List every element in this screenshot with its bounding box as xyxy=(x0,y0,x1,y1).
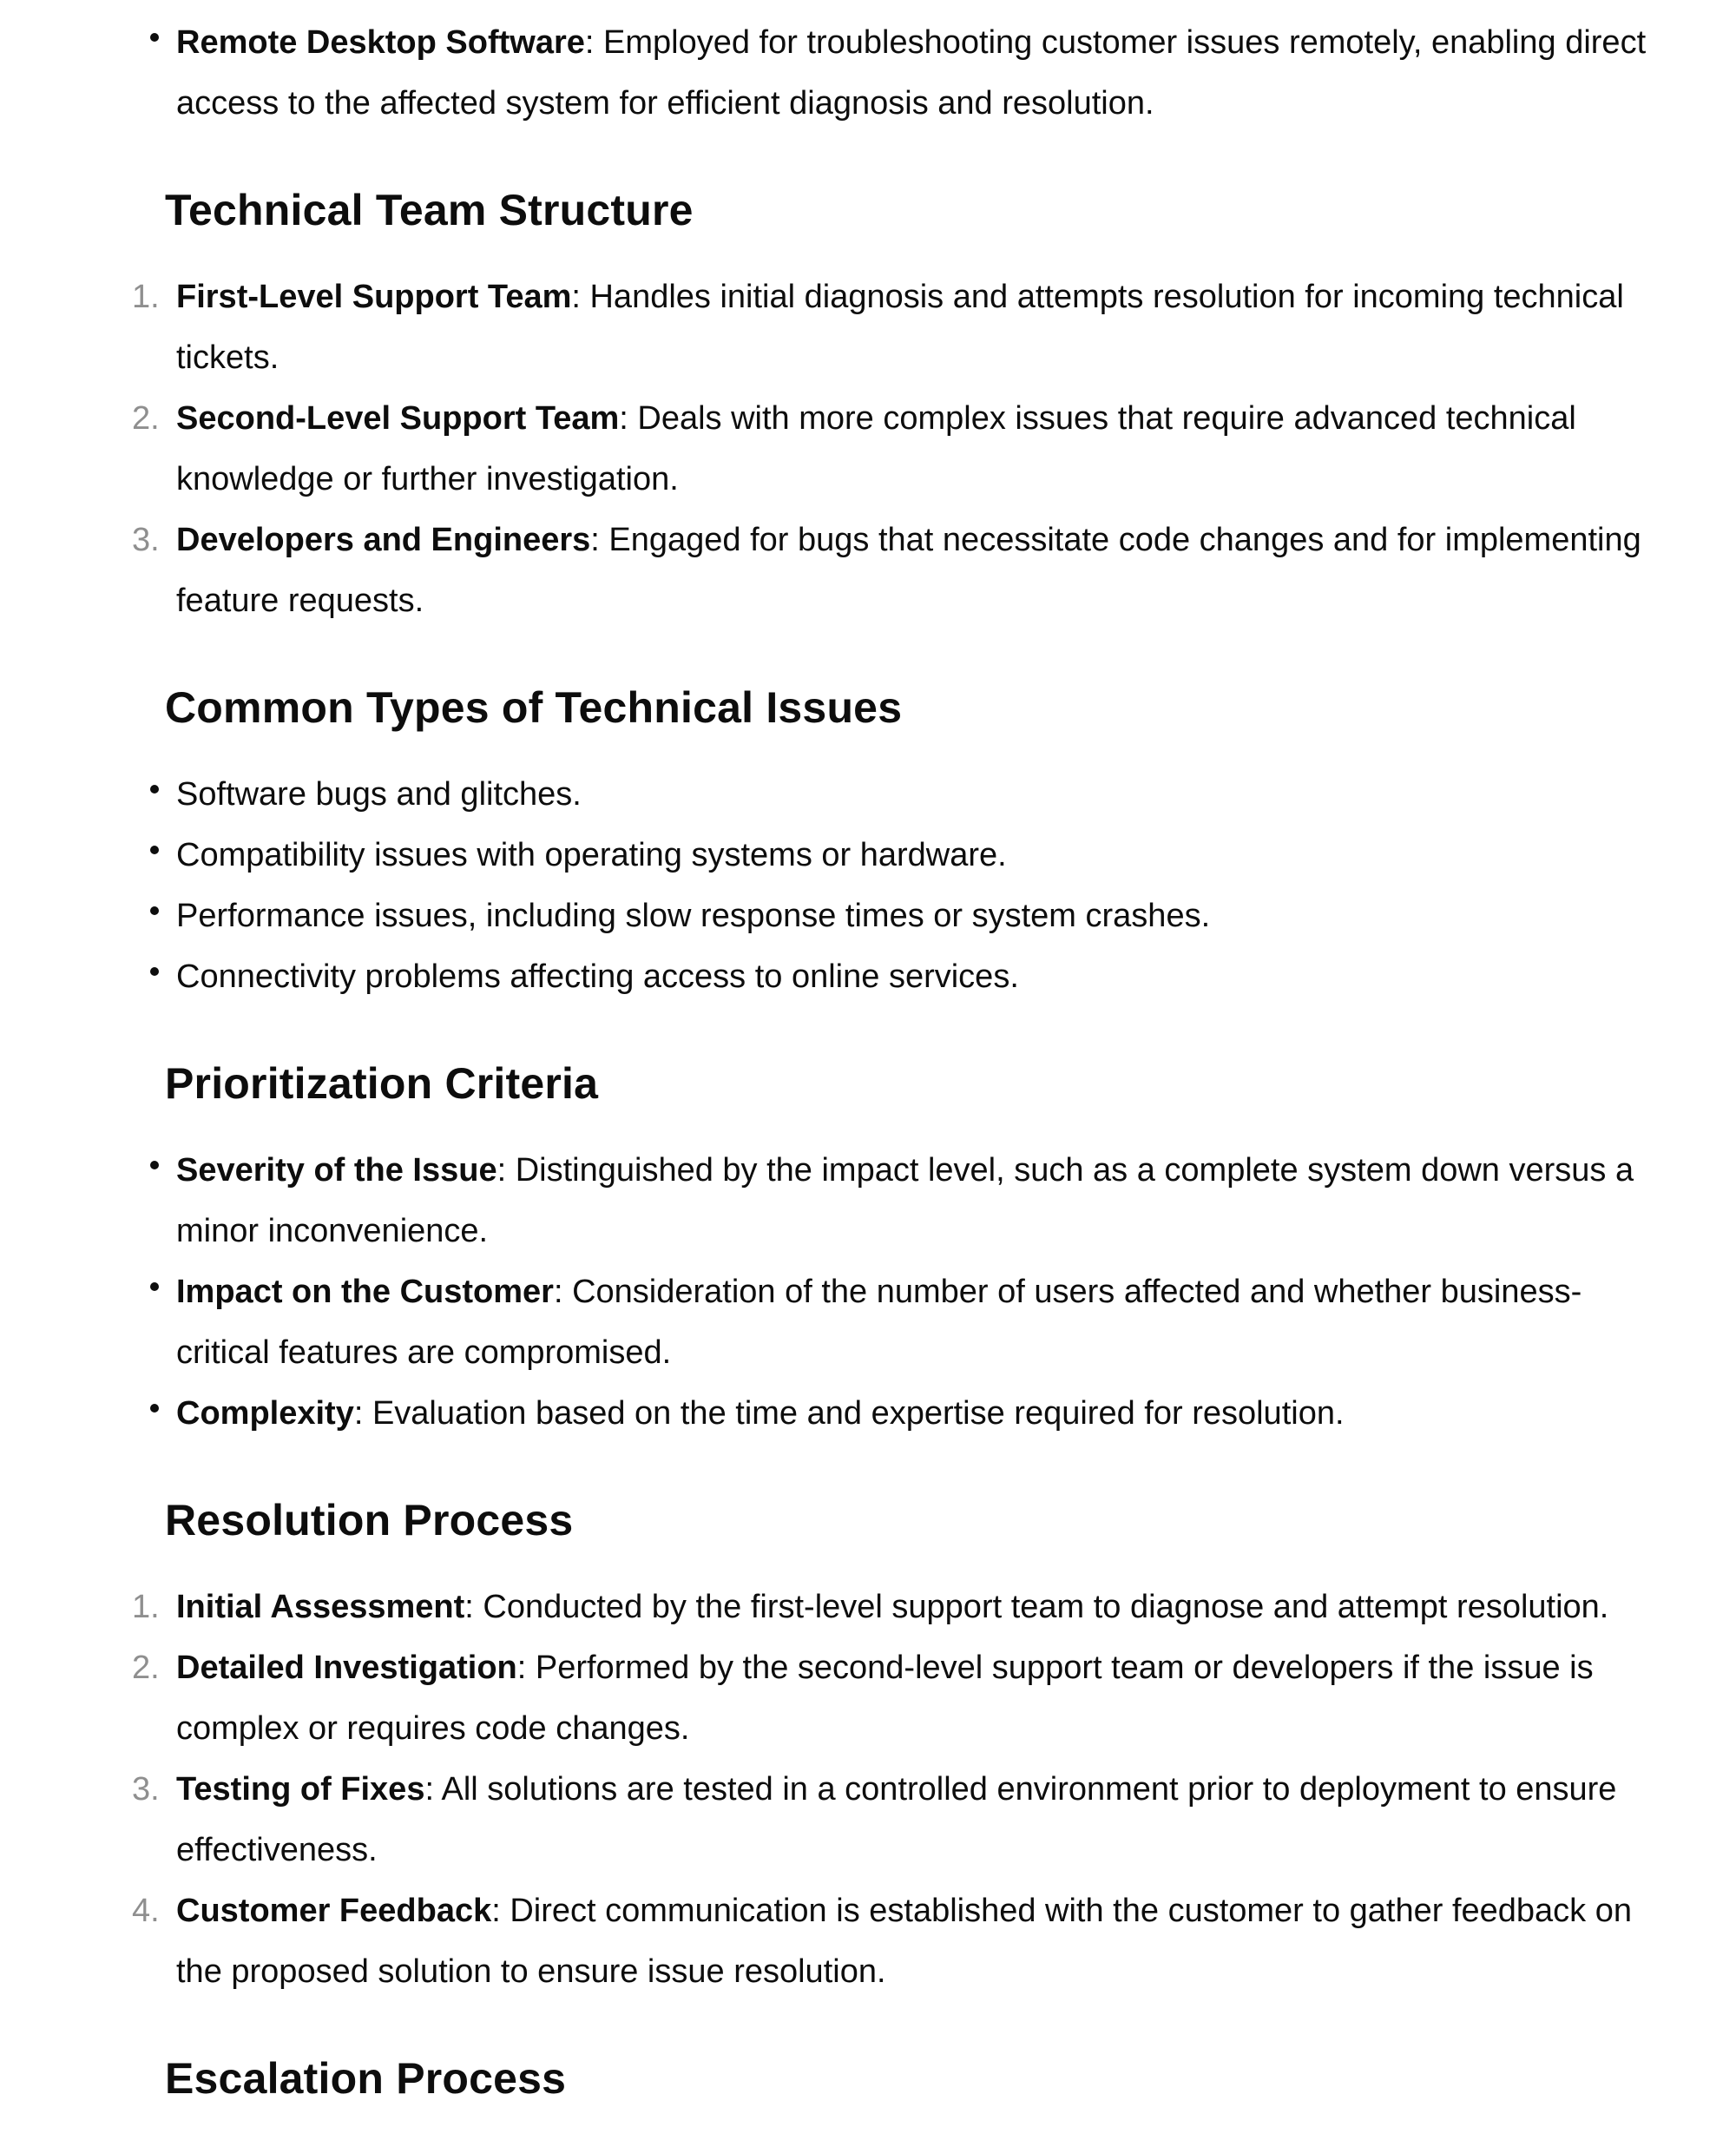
description: : Handles initial diagnosis and attempts resolution for incoming technical tickets. xyxy=(176,279,1624,376)
list-item-text xyxy=(176,764,1655,825)
list-item xyxy=(132,267,1655,388)
section-heading-common-types: Common Types of Technical Issues xyxy=(165,683,903,732)
term: Initial Assessment xyxy=(176,1589,465,1625)
description: : Deals with more complex issues that require advanced technical knowledge or further investigation. xyxy=(176,400,1576,497)
list-item-text xyxy=(176,1637,1655,1759)
bullet-icon xyxy=(132,1383,176,1413)
list-number: 2. xyxy=(132,400,160,437)
list-number: 1. xyxy=(132,1589,160,1625)
description: : Direct communication is established with the customer to gather feedback on the proposed solution to ensure issue resolution. xyxy=(176,1893,1632,1990)
resolution-ordered-list xyxy=(132,1577,1655,2002)
list-item-text xyxy=(176,1261,1655,1383)
bullet-icon xyxy=(132,825,176,854)
term: Second-Level Support Team xyxy=(176,400,620,437)
list-item xyxy=(132,1637,1655,1759)
bullet-icon xyxy=(132,946,176,976)
list-item-text xyxy=(176,12,1655,134)
description: : All solutions are tested in a controlled environment prior to deployment to ensure effectiveness. xyxy=(176,1771,1617,1868)
list-item-text xyxy=(176,388,1655,510)
description: : Conducted by the first-level support team to diagnose and attempt resolution. xyxy=(464,1589,1609,1625)
list-item-text xyxy=(176,1759,1655,1880)
list-item xyxy=(132,1759,1655,1880)
list-item-text xyxy=(176,886,1655,946)
bullet-icon xyxy=(132,764,176,794)
description: : Evaluation based on the time and expertise required for resolution. xyxy=(353,1395,1345,1432)
bullet-icon xyxy=(132,12,176,42)
description: : Performed by the second-level support team or developers if the issue is complex or requires code changes. xyxy=(176,1650,1594,1747)
list-item xyxy=(132,388,1655,510)
term: Severity of the Issue xyxy=(176,1152,497,1189)
list-number: 2. xyxy=(132,1650,160,1686)
description: Connectivity problems affecting access to online services. xyxy=(176,958,1019,995)
description: Software bugs and glitches. xyxy=(176,776,582,813)
tools-bulleted-list xyxy=(132,12,1655,134)
list-item-text xyxy=(176,1383,1655,1444)
list-item xyxy=(132,1880,1655,2002)
list-number: 3. xyxy=(132,1771,160,1808)
list-item xyxy=(132,764,1655,825)
list-item-text xyxy=(176,946,1655,1007)
list-item-text xyxy=(176,267,1655,388)
list-number: 4. xyxy=(132,1893,160,1929)
description: Compatibility issues with operating systems or hardware. xyxy=(176,837,1007,873)
list-item xyxy=(132,1577,1655,1637)
list-item xyxy=(132,1261,1655,1383)
term: Developers and Engineers xyxy=(176,522,591,558)
term: Detailed Investigation xyxy=(176,1650,517,1686)
term: Testing of Fixes xyxy=(176,1771,425,1808)
list-item-text xyxy=(176,1880,1655,2002)
list-item-text xyxy=(176,1577,1655,1637)
list-item-text xyxy=(176,510,1655,631)
description: : Consideration of the number of users affected and whether business-critical features are compromised. xyxy=(176,1274,1582,1371)
section-heading-escalation-process: Escalation Process xyxy=(165,2054,567,2103)
term: First-Level Support Team xyxy=(176,279,572,315)
term: Impact on the Customer xyxy=(176,1274,554,1310)
list-item-text xyxy=(176,1140,1655,1261)
list-number: 3. xyxy=(132,522,160,558)
list-item xyxy=(132,12,1655,134)
bullet-icon xyxy=(132,1140,176,1169)
list-item-text xyxy=(176,825,1655,886)
list-number: 1. xyxy=(132,279,160,315)
section-heading-resolution-process: Resolution Process xyxy=(165,1496,574,1544)
description: : Employed for troubleshooting customer issues remotely, enabling direct access to the affected system for efficient diagnosis and resolution. xyxy=(176,24,1647,122)
common-types-bulleted-list xyxy=(132,764,1655,1007)
list-item xyxy=(132,1140,1655,1261)
list-item xyxy=(132,510,1655,631)
prioritization-bulleted-list xyxy=(132,1140,1655,1444)
technical-team-ordered-list xyxy=(132,267,1655,631)
term: Customer Feedback xyxy=(176,1893,492,1929)
section-heading-technical-team-structure: Technical Team Structure xyxy=(165,186,694,234)
list-item xyxy=(132,1383,1655,1444)
section-heading-prioritization-criteria: Prioritization Criteria xyxy=(165,1059,599,1108)
term: Remote Desktop Software xyxy=(176,24,585,61)
description: Performance issues, including slow response times or system crashes. xyxy=(176,898,1211,934)
list-item xyxy=(132,946,1655,1007)
bullet-icon xyxy=(132,1261,176,1291)
list-item xyxy=(132,825,1655,886)
description: : Distinguished by the impact level, such as a complete system down versus a minor inconvenience. xyxy=(176,1152,1634,1249)
description: : Engaged for bugs that necessitate code changes and for implementing feature requests. xyxy=(176,522,1641,619)
list-item xyxy=(132,886,1655,946)
bullet-icon xyxy=(132,886,176,915)
term: Complexity xyxy=(176,1395,354,1432)
